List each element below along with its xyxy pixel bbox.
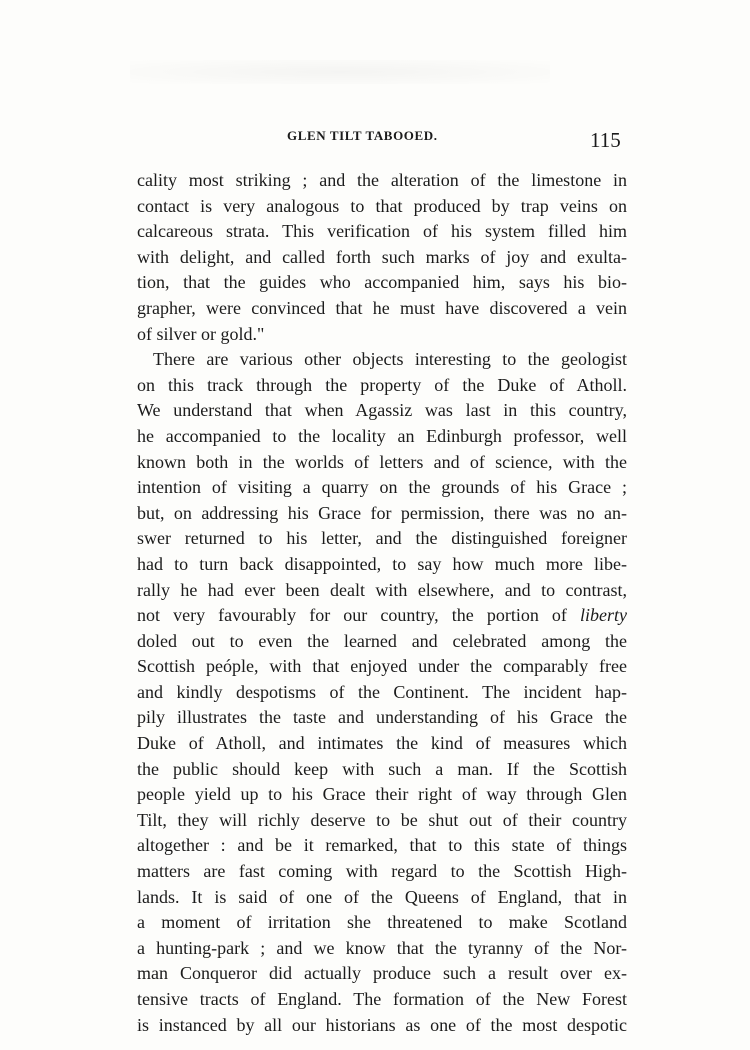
text-line: a moment of irritation she threatened to make Scotland	[137, 912, 627, 933]
text-line: Scottish peóple, with that enjoyed under the comparably free	[137, 656, 627, 677]
text-line: Tilt, they will richly deserve to be shut out of their country	[137, 809, 627, 830]
text-line: swer returned to his letter, and the distinguished foreigner	[137, 528, 627, 549]
page-smudge	[130, 60, 550, 84]
text-line: he accompanied to the locality an Edinburgh professor, well	[137, 425, 627, 446]
text-line: contact is very analogous to that produced by trap veins on	[137, 195, 627, 216]
text-line: people yield up to his Grace their right of way through Glen	[137, 784, 627, 805]
text-line: a hunting-park ; and we know that the tyranny of the Nor-	[137, 937, 627, 958]
text-line: pily illustrates the taste and understanding of his Grace the	[137, 707, 627, 728]
text-line: known both in the worlds of letters and of science, with the	[137, 451, 627, 472]
text-line: Duke of Atholl, and intimates the kind of measures which	[137, 733, 627, 754]
text-line: lands. It is said of one of the Queens of England, that in	[137, 886, 627, 907]
text-line: matters are fast coming with regard to the Scottish High-	[137, 861, 627, 882]
text-line: not very favourably for our country, the portion of liberty	[137, 605, 627, 626]
text-line: altogether : and be it remarked, that to this state of things	[137, 835, 627, 856]
text-line: with delight, and called forth such marks of joy and exulta-	[137, 246, 627, 267]
text-line: cality most striking ; and the alteration of the limestone in	[137, 170, 627, 190]
text-line: There are various other objects interesting to the geologist	[153, 349, 627, 370]
text-line: on this track through the property of the Duke of Atholl.	[137, 374, 627, 395]
page-number: 115	[590, 128, 621, 152]
text-line: man Conqueror did actually produce such a result over ex-	[137, 963, 627, 984]
text-line: calcareous strata. This verification of his system filled him	[137, 221, 627, 242]
body-text	[137, 168, 627, 1038]
running-head: GLEN TILT TABOOED.	[287, 128, 438, 143]
text-line: doled out to even the learned and celebrated among the	[137, 630, 627, 651]
text-line: grapher, were convinced that he must have discovered a vein	[137, 297, 627, 318]
text-line: and kindly despotisms of the Continent. The incident hap-	[137, 681, 627, 702]
text-line: tion, that the guides who accompanied him, says his bio-	[137, 272, 627, 293]
text-line: had to turn back disappointed, to say how much more libe-	[137, 553, 627, 574]
text-line: of silver or gold."	[137, 323, 265, 344]
text-line: the public should keep with such a man. If the Scottish	[137, 758, 627, 779]
text-line: We understand that when Agassiz was last in this country,	[137, 400, 627, 421]
text-line: is instanced by all our historians as one of the most despotic	[137, 1014, 627, 1035]
text-line: rally he had ever been dealt with elsewhere, and to contrast,	[137, 579, 627, 600]
text-line: intention of visiting a quarry on the grounds of his Grace ;	[137, 477, 627, 498]
text-line: tensive tracts of England. The formation of the New Forest	[137, 989, 627, 1009]
text-line: but, on addressing his Grace for permission, there was no an-	[137, 502, 627, 523]
